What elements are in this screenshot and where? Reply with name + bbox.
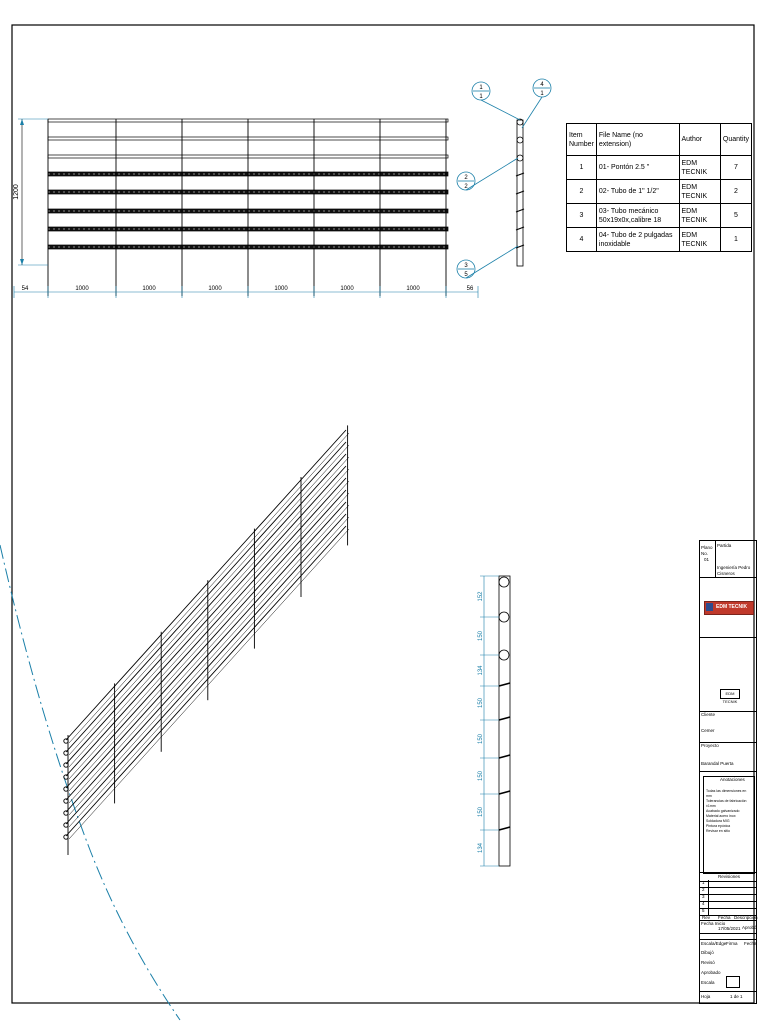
proyecto-label: Proyecto bbox=[701, 743, 719, 748]
bom-name: 03- Tubo mecánico 50x19x0x,calibre 18 bbox=[596, 204, 679, 228]
rail-section bbox=[499, 683, 510, 686]
reviso-label: Revisó bbox=[701, 960, 715, 965]
balloon-qty: 1 bbox=[540, 91, 544, 97]
title-block bbox=[699, 540, 757, 1004]
bom-name: 01- Pontón 2.5 " bbox=[596, 156, 679, 180]
bom-item: 2 bbox=[567, 180, 597, 204]
side-view-top bbox=[516, 119, 524, 266]
bom-header-author: Author bbox=[679, 124, 720, 156]
section-dim-label: 150 bbox=[478, 630, 484, 642]
cliente: Cemer bbox=[701, 728, 715, 733]
isometric-view bbox=[64, 425, 349, 855]
bom-author: EDM TECNIK bbox=[679, 180, 720, 204]
left-offset-label: 54 bbox=[21, 286, 29, 292]
note-line: Material acero inox bbox=[706, 814, 736, 818]
bom-header-item: Item Number bbox=[567, 124, 597, 156]
note-line: Tolerancias de fabricación ±1mm bbox=[706, 799, 747, 808]
revision-row-number: 3 bbox=[702, 894, 705, 899]
section-dim-label: 134 bbox=[478, 842, 484, 854]
bom-header-name: File Name (no extension) bbox=[596, 124, 679, 156]
revision-row-number: 2 bbox=[702, 887, 705, 892]
revision-row-number: 5 bbox=[702, 908, 705, 913]
revision-col-header: Fecha bbox=[718, 915, 731, 920]
cliente-label: Cliente bbox=[701, 712, 716, 717]
bill-of-materials bbox=[566, 123, 752, 252]
escala2-label: Escala bbox=[701, 980, 715, 985]
iso-rail bbox=[66, 454, 346, 764]
bom-row bbox=[567, 156, 752, 180]
front-view bbox=[14, 119, 478, 298]
balloon-qty: 2 bbox=[464, 184, 468, 190]
bom-qty: 7 bbox=[720, 156, 751, 180]
bom-qty: 1 bbox=[720, 228, 751, 252]
escala-label: Escala/Edge bbox=[701, 941, 727, 946]
bom-row bbox=[567, 180, 752, 204]
proyecto: Barandal Puerta bbox=[701, 761, 734, 766]
section-dim-label: 134 bbox=[478, 665, 484, 676]
span-dim-label: 1000 bbox=[340, 286, 354, 292]
height-dim-label: 1200 bbox=[13, 184, 20, 200]
bom-author: EDM TECNIK bbox=[679, 156, 720, 180]
section-view bbox=[480, 576, 510, 866]
company-stamp: EDM TECNIK bbox=[720, 689, 740, 699]
section-dim-label: 150 bbox=[478, 806, 484, 818]
revision-row-number: 1 bbox=[702, 880, 705, 885]
notes-list bbox=[706, 789, 752, 834]
leader-line bbox=[481, 100, 520, 120]
section-dim-label: 150 bbox=[478, 697, 484, 709]
iso-rail bbox=[66, 430, 346, 740]
section-dim-label: 150 bbox=[478, 733, 484, 745]
hoja-label: Hoja bbox=[701, 994, 711, 999]
iso-rail bbox=[66, 502, 346, 812]
span-dim-label: 1000 bbox=[142, 286, 156, 292]
note-line: Pintura epóxica bbox=[706, 824, 731, 828]
bom-row bbox=[567, 204, 752, 228]
revision-col-header: Rev bbox=[702, 915, 711, 920]
bom-author: EDM TECNIK bbox=[679, 204, 720, 228]
partida-label: Partida bbox=[717, 543, 732, 548]
note-line: Todas las dimensiones en mm bbox=[706, 789, 747, 798]
bom-author: EDM TECNIK bbox=[679, 228, 720, 252]
leader-line bbox=[466, 158, 518, 190]
bom-item: 3 bbox=[567, 204, 597, 228]
rail-section bbox=[499, 755, 510, 758]
fecha2-label: Fecha bbox=[744, 941, 757, 946]
fecha: 17/05/2021 bbox=[718, 926, 741, 931]
section-dim-label: 150 bbox=[478, 770, 484, 782]
revision-row-number: 4 bbox=[702, 901, 705, 906]
balloon-item: 3 bbox=[464, 263, 468, 269]
note-line: Acabado galvanizado bbox=[706, 809, 740, 813]
iso-rail bbox=[66, 478, 346, 788]
dibujo-label: Dibujó bbox=[701, 950, 714, 955]
plano-no-label: Plano No. bbox=[701, 545, 713, 556]
balloon-item: 1 bbox=[479, 85, 483, 91]
iso-rail bbox=[66, 466, 346, 776]
span-dim-label: 1000 bbox=[208, 286, 222, 292]
iso-rail bbox=[66, 514, 346, 824]
iso-rail bbox=[66, 526, 346, 836]
rail-section bbox=[499, 717, 510, 720]
company-logo bbox=[700, 577, 756, 638]
balloon-item: 4 bbox=[540, 82, 544, 88]
bom-header-qty: Quantity bbox=[720, 124, 751, 156]
span-dim-label: 1000 bbox=[75, 286, 89, 292]
note-line: Revisar en sitio bbox=[706, 829, 730, 833]
aprobo-label: Aprobó bbox=[742, 925, 757, 930]
revision-title: Revisiones bbox=[718, 874, 741, 879]
balloon-qty: 5 bbox=[464, 272, 468, 278]
notes-title: Anotaciones bbox=[720, 777, 745, 782]
fecha-label: Fecha Inicio bbox=[701, 921, 726, 926]
section-dim-label: 152 bbox=[478, 591, 484, 602]
note-line: Soldadura MIG bbox=[706, 819, 730, 823]
bom-name: 02- Tubo de 1" 1/2" bbox=[596, 180, 679, 204]
span-dim-label: 1000 bbox=[274, 286, 288, 292]
iso-rail bbox=[66, 442, 346, 752]
rail-section bbox=[499, 791, 510, 794]
bom-item: 1 bbox=[567, 156, 597, 180]
bom-row bbox=[567, 228, 752, 252]
revision-table bbox=[700, 880, 756, 920]
aprobado-label: Aprobado bbox=[701, 970, 721, 975]
balloon-item: 2 bbox=[464, 175, 468, 181]
logo-text: EDM TECNIK bbox=[716, 604, 748, 610]
rail-section bbox=[499, 827, 510, 830]
section-arc bbox=[0, 545, 180, 1020]
leader-line bbox=[466, 246, 518, 278]
firma-label: Firma bbox=[726, 941, 738, 946]
plano-no: 01 bbox=[704, 557, 710, 562]
bom-name: 04- Tubo de 2 pulgadas inoxidable bbox=[596, 228, 679, 252]
balloon-qty: 1 bbox=[479, 94, 483, 100]
iso-rail bbox=[66, 490, 346, 800]
right-offset-label: 56 bbox=[466, 286, 474, 292]
span-dim-label: 1000 bbox=[406, 286, 420, 292]
leader-line bbox=[522, 97, 542, 128]
bom-item: 4 bbox=[567, 228, 597, 252]
partida: Ingeniería Pedro Cisneros bbox=[717, 565, 751, 576]
revision-col-header: Descripción bbox=[734, 915, 758, 920]
bom-qty: 2 bbox=[720, 180, 751, 204]
bom-qty: 5 bbox=[720, 204, 751, 228]
hoja: 1 de 1 bbox=[730, 994, 743, 999]
